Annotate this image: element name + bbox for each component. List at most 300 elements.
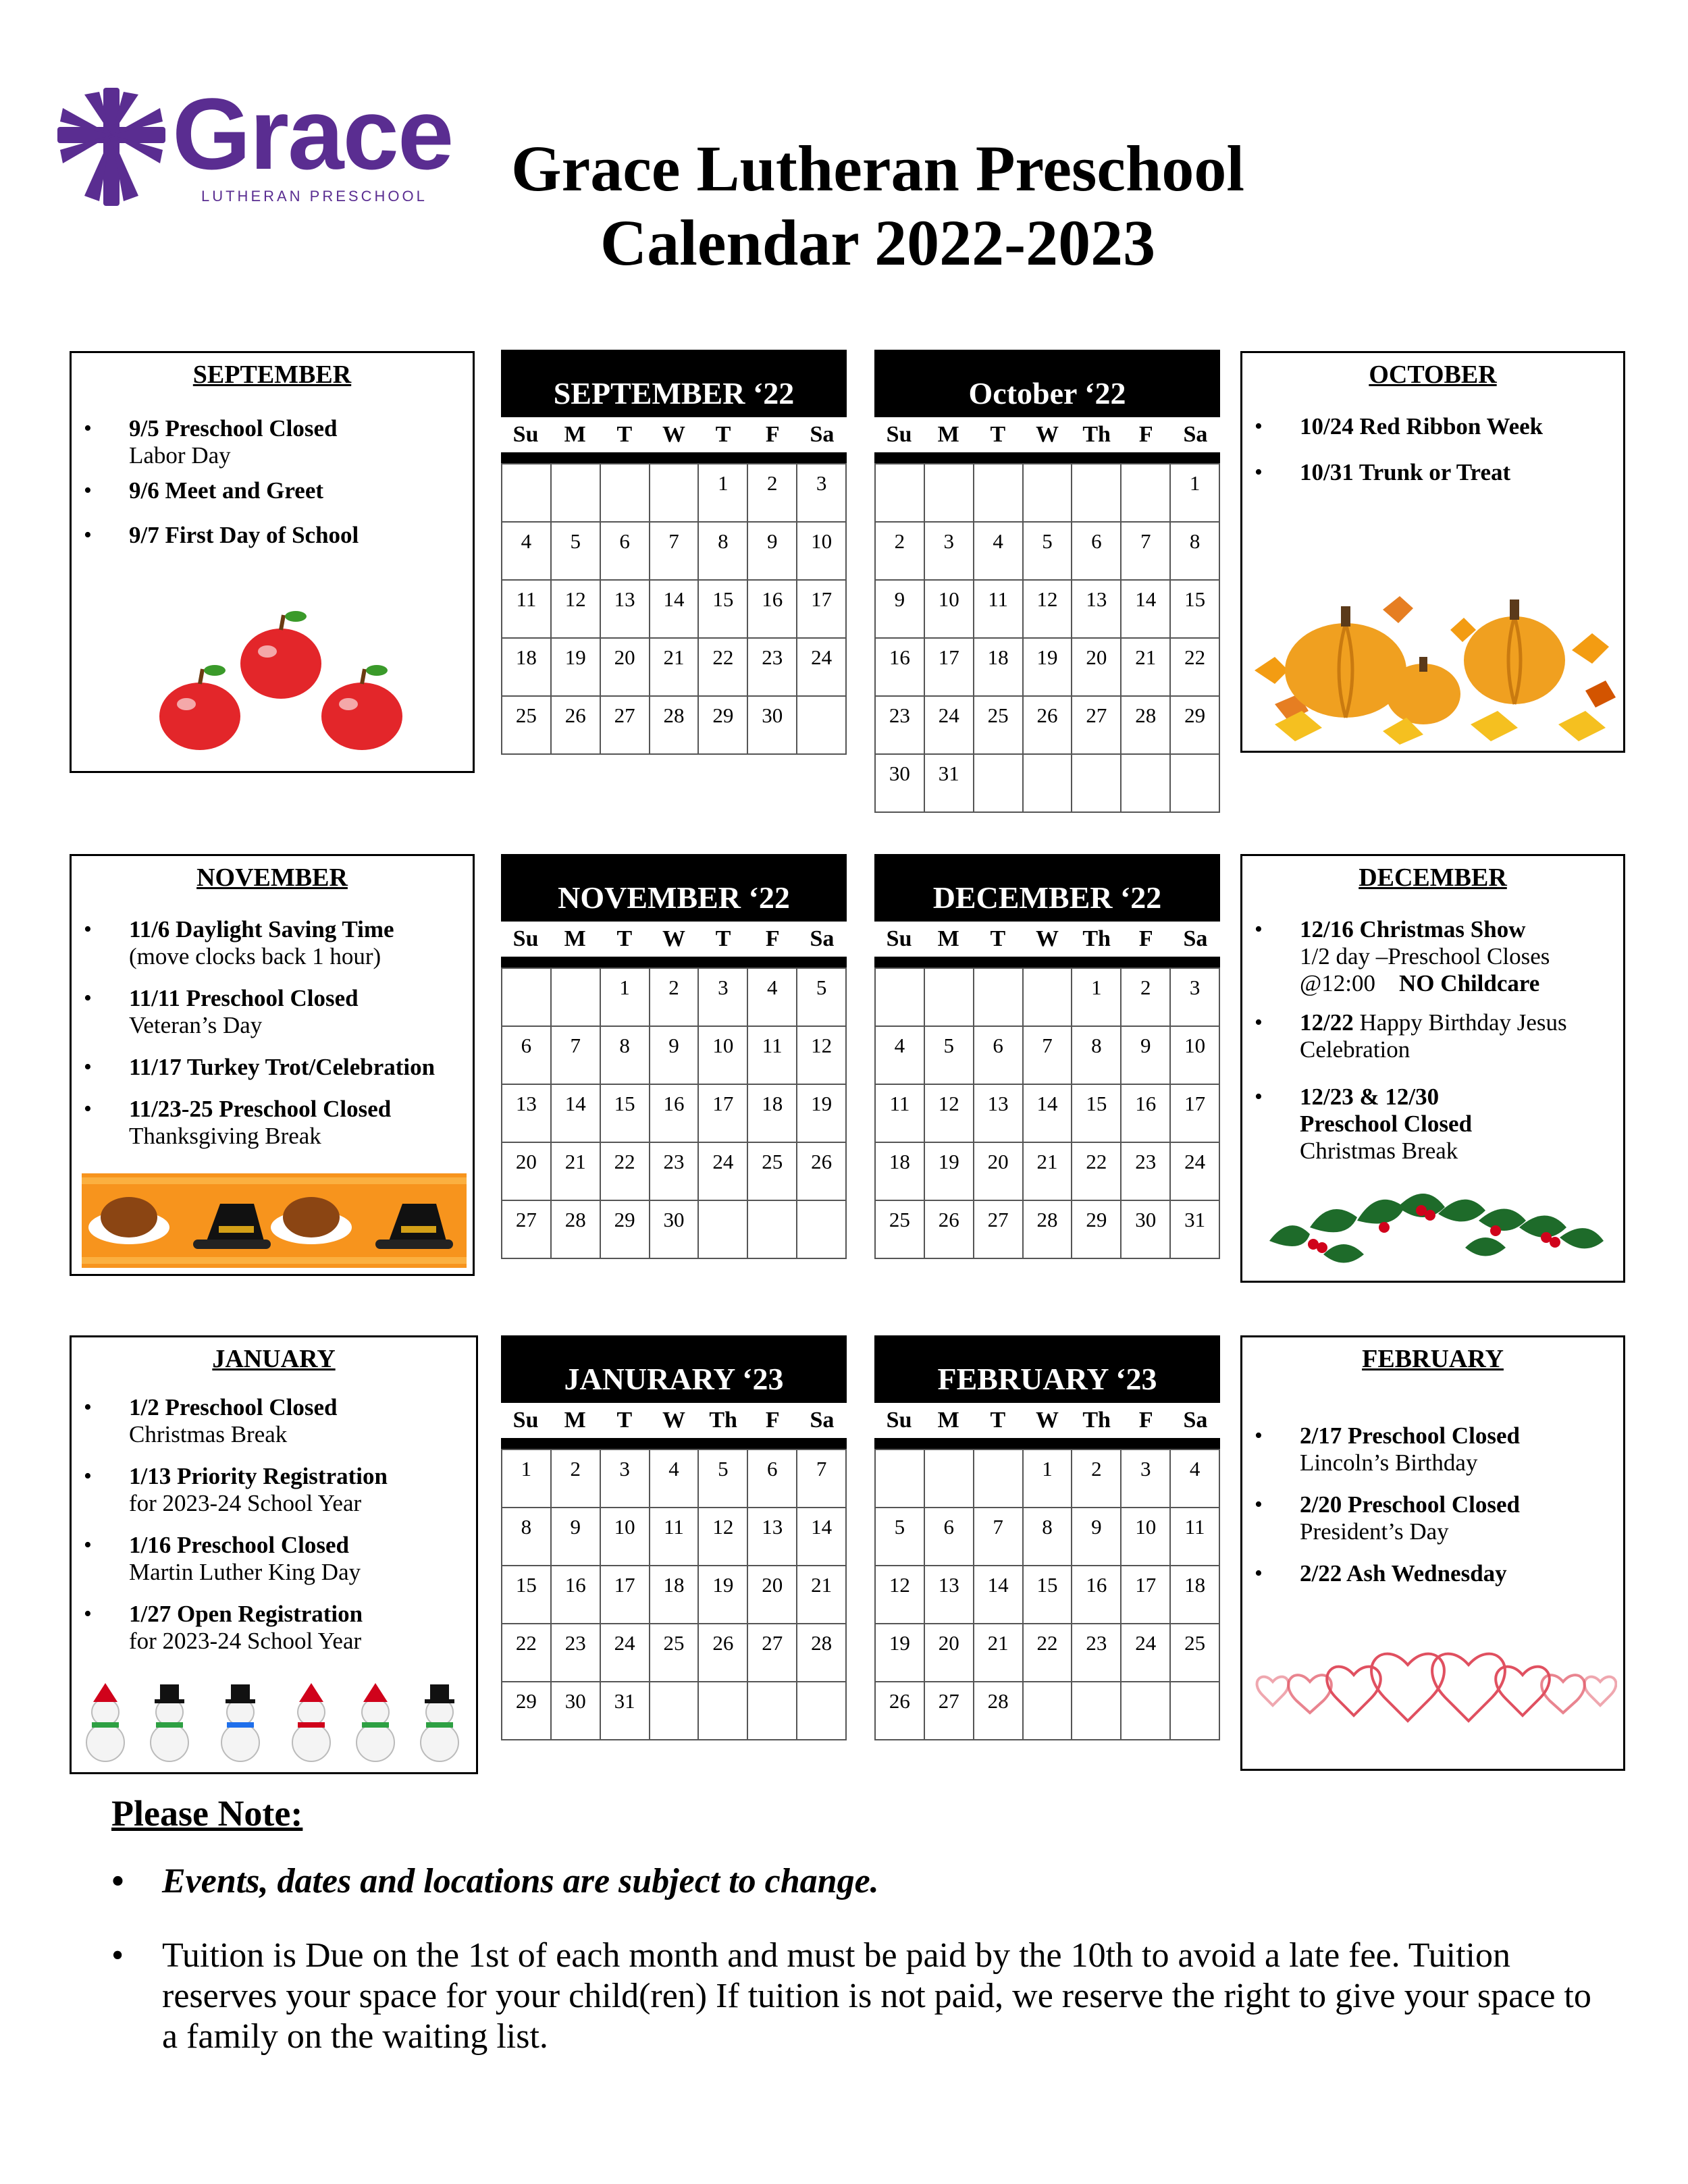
day-cell — [1072, 1682, 1122, 1740]
day-cell — [502, 969, 552, 1027]
day-cell: 27 — [502, 1201, 552, 1259]
day-cell: 15 — [699, 581, 748, 639]
day-cell: 14 — [797, 1508, 847, 1566]
event-item: • 10/31 Trunk or Treat — [1242, 459, 1623, 486]
calendar-month-title: JANURARY ‘23 — [501, 1335, 847, 1403]
day-cell: 12 — [797, 1027, 847, 1085]
day-cell: 30 — [552, 1682, 601, 1740]
weekday-label: Su — [886, 1408, 912, 1433]
day-cell: 24 — [925, 697, 974, 755]
header-rule — [874, 1438, 1220, 1449]
weekday-label: Sa — [810, 926, 835, 951]
day-cell — [1072, 755, 1122, 813]
day-cell: 16 — [1122, 1085, 1171, 1143]
day-cell: 15 — [502, 1566, 552, 1624]
weekday-label: Sa — [810, 422, 835, 447]
day-cell: 8 — [699, 523, 748, 581]
calendar-month-title: October ‘22 — [874, 350, 1220, 417]
events-box-september — [70, 351, 475, 773]
day-cell: 13 — [1072, 581, 1122, 639]
day-cell — [1122, 755, 1171, 813]
weekday-label: F — [765, 1408, 780, 1433]
weekday-label: Sa — [1183, 422, 1208, 447]
day-cell: 13 — [748, 1508, 797, 1566]
day-cell: 11 — [650, 1508, 700, 1566]
day-cell: 17 — [797, 581, 847, 639]
day-cell: 9 — [1072, 1508, 1122, 1566]
day-cell: 6 — [1072, 523, 1122, 581]
day-cell: 18 — [1171, 1566, 1220, 1624]
day-cell: 6 — [502, 1027, 552, 1085]
day-cell — [876, 1450, 925, 1508]
day-cell: 3 — [797, 464, 847, 523]
day-cell: 21 — [552, 1143, 601, 1201]
snowmen-image — [78, 1675, 473, 1773]
day-cell: 22 — [699, 639, 748, 697]
event-item: • 9/6 Meet and Greet — [72, 477, 473, 504]
calendar-november — [501, 854, 847, 1259]
day-cell — [1024, 755, 1073, 813]
calendar-grid — [874, 463, 1220, 813]
day-cell: 23 — [876, 697, 925, 755]
event-item: • 1/13 Priority Registration for 2023-24 School Year — [72, 1463, 476, 1517]
weekday-label: T — [990, 1408, 1006, 1433]
weekday-label: Su — [512, 1408, 539, 1433]
day-cell: 25 — [876, 1201, 925, 1259]
day-cell: 20 — [502, 1143, 552, 1201]
day-cell: 11 — [502, 581, 552, 639]
day-cell: 9 — [552, 1508, 601, 1566]
day-cell: 15 — [1072, 1085, 1122, 1143]
day-cell: 8 — [1072, 1027, 1122, 1085]
day-cell: 27 — [1072, 697, 1122, 755]
weekday-label: T — [616, 422, 633, 447]
weekday-label: Th — [709, 1408, 737, 1433]
day-cell: 2 — [1122, 969, 1171, 1027]
day-cell: 21 — [974, 1624, 1024, 1682]
day-cell: 16 — [876, 639, 925, 697]
weekday-label: Th — [1082, 1408, 1111, 1433]
day-cell — [650, 464, 700, 523]
weekday-label: Su — [886, 422, 912, 447]
weekday-label: M — [564, 1408, 586, 1433]
day-cell: 31 — [1171, 1201, 1220, 1259]
day-cell — [1072, 464, 1122, 523]
title-line-1: Grace Lutheran Preschool — [510, 132, 1245, 205]
day-cell: 2 — [876, 523, 925, 581]
weekday-label: F — [1138, 926, 1153, 951]
weekday-header — [501, 922, 847, 957]
events-heading: FEBRUARY — [1362, 1345, 1504, 1373]
day-cell: 7 — [1024, 1027, 1073, 1085]
day-cell: 22 — [1024, 1624, 1073, 1682]
day-cell: 22 — [502, 1624, 552, 1682]
day-cell: 30 — [748, 697, 797, 755]
day-cell — [974, 464, 1024, 523]
day-cell: 12 — [876, 1566, 925, 1624]
day-cell — [502, 464, 552, 523]
day-cell — [1171, 755, 1220, 813]
day-cell: 12 — [699, 1508, 748, 1566]
weekday-label: W — [662, 1408, 685, 1433]
cross-logo-icon — [57, 88, 165, 206]
day-cell — [1024, 464, 1073, 523]
day-cell: 22 — [1072, 1143, 1122, 1201]
day-cell: 10 — [925, 581, 974, 639]
weekday-header — [874, 1403, 1220, 1438]
weekday-label: Sa — [1183, 1408, 1208, 1433]
day-cell: 1 — [1072, 969, 1122, 1027]
day-cell — [650, 1682, 700, 1740]
event-item: • 10/24 Red Ribbon Week — [1242, 413, 1623, 440]
day-cell: 23 — [552, 1624, 601, 1682]
day-cell — [797, 1201, 847, 1259]
day-cell — [1122, 1682, 1171, 1740]
day-cell: 17 — [601, 1566, 650, 1624]
header-rule — [501, 1438, 847, 1449]
day-cell: 25 — [502, 697, 552, 755]
weekday-label: T — [616, 1408, 633, 1433]
day-cell: 8 — [601, 1027, 650, 1085]
day-cell: 3 — [1171, 969, 1220, 1027]
calendar-december — [874, 854, 1220, 1259]
day-cell: 18 — [748, 1085, 797, 1143]
event-item: • 12/16 Christmas Show 1/2 day –Preschool Closes @12:00 NO Childcare — [1242, 916, 1623, 997]
day-cell: 6 — [974, 1027, 1024, 1085]
day-cell: 1 — [1024, 1450, 1073, 1508]
day-cell: 17 — [699, 1085, 748, 1143]
day-cell — [601, 464, 650, 523]
day-cell — [699, 1682, 748, 1740]
day-cell: 6 — [748, 1450, 797, 1508]
day-cell: 31 — [925, 755, 974, 813]
events-heading: SEPTEMBER — [192, 361, 352, 389]
weekday-label: Th — [1082, 422, 1111, 447]
day-cell: 3 — [925, 523, 974, 581]
calendar-grid — [874, 1449, 1220, 1740]
day-cell: 14 — [650, 581, 700, 639]
day-cell: 9 — [748, 523, 797, 581]
day-cell: 29 — [1072, 1201, 1122, 1259]
day-cell: 4 — [748, 969, 797, 1027]
day-cell: 27 — [974, 1201, 1024, 1259]
day-cell — [1122, 464, 1171, 523]
day-cell: 18 — [502, 639, 552, 697]
day-cell: 24 — [1171, 1143, 1220, 1201]
events-heading: NOVEMBER — [196, 863, 348, 892]
day-cell: 11 — [876, 1085, 925, 1143]
day-cell: 25 — [650, 1624, 700, 1682]
calendar-january — [501, 1335, 847, 1740]
day-cell — [748, 1682, 797, 1740]
weekday-label: M — [937, 926, 959, 951]
day-cell: 5 — [1024, 523, 1073, 581]
holly-image — [1263, 1180, 1607, 1275]
day-cell: 10 — [1171, 1027, 1220, 1085]
day-cell — [552, 464, 601, 523]
day-cell: 17 — [1171, 1085, 1220, 1143]
weekday-label: W — [1035, 422, 1059, 447]
day-cell: 14 — [1024, 1085, 1073, 1143]
day-cell: 16 — [552, 1566, 601, 1624]
day-cell: 28 — [1122, 697, 1171, 755]
day-cell: 1 — [601, 969, 650, 1027]
day-cell: 11 — [974, 581, 1024, 639]
day-cell: 1 — [502, 1450, 552, 1508]
weekday-label: F — [765, 422, 780, 447]
day-cell: 21 — [650, 639, 700, 697]
weekday-label: Su — [512, 926, 539, 951]
day-cell: 27 — [925, 1682, 974, 1740]
header-rule — [501, 452, 847, 463]
weekday-label: M — [564, 926, 586, 951]
day-cell: 10 — [797, 523, 847, 581]
day-cell: 19 — [552, 639, 601, 697]
day-cell: 15 — [1024, 1566, 1073, 1624]
day-cell: 20 — [974, 1143, 1024, 1201]
day-cell: 23 — [1072, 1624, 1122, 1682]
day-cell: 24 — [1122, 1624, 1171, 1682]
please-note-section — [111, 1792, 1597, 2091]
weekday-label: W — [662, 926, 685, 951]
weekday-label: M — [937, 1408, 959, 1433]
events-heading: JANUARY — [212, 1345, 336, 1373]
day-cell: 12 — [1024, 581, 1073, 639]
day-cell: 14 — [552, 1085, 601, 1143]
day-cell: 29 — [699, 697, 748, 755]
event-item: • 11/6 Daylight Saving Time (move clocks back 1 hour) — [72, 916, 473, 970]
day-cell: 25 — [1171, 1624, 1220, 1682]
day-cell: 15 — [601, 1085, 650, 1143]
day-cell: 6 — [925, 1508, 974, 1566]
calendar-grid — [501, 967, 847, 1259]
day-cell: 5 — [797, 969, 847, 1027]
calendar-grid — [501, 1449, 847, 1740]
day-cell: 27 — [748, 1624, 797, 1682]
day-cell: 29 — [601, 1201, 650, 1259]
weekday-header — [501, 1403, 847, 1438]
day-cell — [797, 697, 847, 755]
day-cell: 12 — [552, 581, 601, 639]
day-cell: 20 — [748, 1566, 797, 1624]
day-cell: 21 — [1024, 1143, 1073, 1201]
events-box-october — [1240, 351, 1625, 753]
event-item: • 11/11 Preschool Closed Veteran’s Day — [72, 985, 473, 1039]
day-cell — [925, 969, 974, 1027]
event-item: • 1/16 Preschool Closed Martin Luther King Day — [72, 1532, 476, 1586]
event-item: • 2/22 Ash Wednesday — [1242, 1560, 1623, 1587]
day-cell: 30 — [650, 1201, 700, 1259]
day-cell: 25 — [974, 697, 1024, 755]
day-cell: 19 — [797, 1085, 847, 1143]
day-cell: 26 — [699, 1624, 748, 1682]
day-cell — [552, 969, 601, 1027]
weekday-label: T — [990, 422, 1006, 447]
weekday-label: W — [1035, 1408, 1059, 1433]
day-cell: 2 — [552, 1450, 601, 1508]
day-cell: 30 — [1122, 1201, 1171, 1259]
day-cell: 7 — [650, 523, 700, 581]
day-cell: 14 — [974, 1566, 1024, 1624]
day-cell: 10 — [699, 1027, 748, 1085]
day-cell: 10 — [601, 1508, 650, 1566]
day-cell: 13 — [601, 581, 650, 639]
day-cell — [748, 1201, 797, 1259]
weekday-label: F — [1138, 422, 1153, 447]
day-cell: 26 — [876, 1682, 925, 1740]
logo-subtitle: LUTHERAN PRESCHOOL — [201, 188, 427, 205]
day-cell: 5 — [876, 1508, 925, 1566]
event-item: • 11/23-25 Preschool Closed Thanksgiving Break — [72, 1096, 473, 1150]
day-cell: 29 — [502, 1682, 552, 1740]
day-cell: 5 — [552, 523, 601, 581]
day-cell: 13 — [502, 1085, 552, 1143]
note-heading: Please Note: — [111, 1793, 303, 1834]
day-cell: 13 — [925, 1566, 974, 1624]
day-cell: 4 — [1171, 1450, 1220, 1508]
day-cell: 18 — [876, 1143, 925, 1201]
day-cell — [699, 1201, 748, 1259]
day-cell: 26 — [925, 1201, 974, 1259]
weekday-label: Su — [886, 926, 912, 951]
event-item: • 1/27 Open Registration for 2023-24 School Year — [72, 1601, 476, 1655]
weekday-label: M — [937, 422, 959, 447]
day-cell: 20 — [601, 639, 650, 697]
day-cell: 18 — [650, 1566, 700, 1624]
day-cell: 28 — [797, 1624, 847, 1682]
day-cell: 3 — [601, 1450, 650, 1508]
calendar-month-title: SEPTEMBER ‘22 — [501, 350, 847, 417]
day-cell: 11 — [1171, 1508, 1220, 1566]
weekday-label: Su — [512, 422, 539, 447]
weekday-label: T — [616, 926, 633, 951]
day-cell: 4 — [650, 1450, 700, 1508]
events-heading: OCTOBER — [1369, 361, 1497, 389]
day-cell: 23 — [1122, 1143, 1171, 1201]
weekday-label: T — [715, 422, 731, 447]
day-cell: 28 — [1024, 1201, 1073, 1259]
day-cell: 19 — [699, 1566, 748, 1624]
calendar-february — [874, 1335, 1220, 1740]
day-cell: 2 — [650, 969, 700, 1027]
day-cell: 21 — [1122, 639, 1171, 697]
day-cell: 7 — [1122, 523, 1171, 581]
day-cell: 4 — [974, 523, 1024, 581]
day-cell: 22 — [601, 1143, 650, 1201]
day-cell: 21 — [797, 1566, 847, 1624]
day-cell: 12 — [925, 1085, 974, 1143]
day-cell: 4 — [502, 523, 552, 581]
day-cell: 28 — [650, 697, 700, 755]
day-cell: 23 — [650, 1143, 700, 1201]
day-cell: 13 — [974, 1085, 1024, 1143]
events-heading: DECEMBER — [1359, 863, 1507, 892]
calendar-month-title: DECEMBER ‘22 — [874, 854, 1220, 922]
weekday-label: T — [990, 926, 1006, 951]
day-cell: 7 — [797, 1450, 847, 1508]
day-cell: 17 — [1122, 1566, 1171, 1624]
day-cell: 16 — [650, 1085, 700, 1143]
day-cell: 31 — [601, 1682, 650, 1740]
day-cell: 8 — [502, 1508, 552, 1566]
weekday-label: Sa — [810, 1408, 835, 1433]
day-cell: 9 — [876, 581, 925, 639]
note-item: • Tuition is Due on the 1st of each month and must be paid by the 10th to avoid a late fee. Tuition reserves your space for your child(ren) If tuition is not paid, we reserve the right to give your space to a family on the waiting list. — [111, 1936, 1597, 2057]
weekday-label: F — [765, 926, 780, 951]
thanksgiving-banner-image — [82, 1173, 467, 1268]
day-cell: 1 — [1171, 464, 1220, 523]
apples-image — [146, 603, 416, 751]
weekday-label: Th — [1082, 926, 1111, 951]
day-cell: 11 — [748, 1027, 797, 1085]
day-cell: 27 — [601, 697, 650, 755]
day-cell: 15 — [1171, 581, 1220, 639]
day-cell: 5 — [699, 1450, 748, 1508]
calendar-month-title: NOVEMBER ‘22 — [501, 854, 847, 922]
day-cell: 19 — [1024, 639, 1073, 697]
day-cell: 8 — [1171, 523, 1220, 581]
day-cell: 14 — [1122, 581, 1171, 639]
day-cell — [1024, 969, 1073, 1027]
weekday-label: T — [715, 926, 731, 951]
day-cell: 10 — [1122, 1508, 1171, 1566]
day-cell: 29 — [1171, 697, 1220, 755]
event-item: • 1/2 Preschool Closed Christmas Break — [72, 1394, 476, 1448]
day-cell: 30 — [876, 755, 925, 813]
day-cell: 26 — [552, 697, 601, 755]
weekday-header — [501, 417, 847, 452]
calendar-september — [501, 350, 847, 755]
day-cell: 7 — [974, 1508, 1024, 1566]
day-cell: 1 — [699, 464, 748, 523]
calendar-month-title: FEBRUARY ‘23 — [874, 1335, 1220, 1403]
day-cell: 16 — [1072, 1566, 1122, 1624]
day-cell — [1171, 1682, 1220, 1740]
day-cell: 26 — [797, 1143, 847, 1201]
day-cell — [974, 969, 1024, 1027]
day-cell: 3 — [699, 969, 748, 1027]
header-rule — [874, 957, 1220, 967]
day-cell: 19 — [925, 1143, 974, 1201]
day-cell: 2 — [748, 464, 797, 523]
grace-logo — [57, 77, 453, 209]
logo-word: Grace — [172, 77, 453, 190]
day-cell: 18 — [974, 639, 1024, 697]
day-cell: 28 — [974, 1682, 1024, 1740]
day-cell: 9 — [1122, 1027, 1171, 1085]
note-item: • Events, dates and locations are subject to change. — [111, 1861, 1597, 1902]
day-cell: 28 — [552, 1201, 601, 1259]
day-cell: 24 — [601, 1624, 650, 1682]
day-cell: 7 — [552, 1027, 601, 1085]
weekday-label: M — [564, 422, 586, 447]
day-cell: 20 — [925, 1624, 974, 1682]
day-cell: 4 — [876, 1027, 925, 1085]
event-item: • 2/20 Preschool Closed President’s Day — [1242, 1491, 1623, 1545]
day-cell — [925, 464, 974, 523]
day-cell — [876, 464, 925, 523]
day-cell — [876, 969, 925, 1027]
weekday-header — [874, 922, 1220, 957]
event-item: • 2/17 Preschool Closed Lincoln’s Birthday — [1242, 1422, 1623, 1476]
events-box-february — [1240, 1335, 1625, 1771]
pumpkins-image — [1248, 569, 1619, 745]
weekday-label: F — [1138, 1408, 1153, 1433]
page-title — [439, 132, 1317, 280]
day-cell: 8 — [1024, 1508, 1073, 1566]
day-cell: 22 — [1171, 639, 1220, 697]
events-box-november — [70, 854, 475, 1276]
